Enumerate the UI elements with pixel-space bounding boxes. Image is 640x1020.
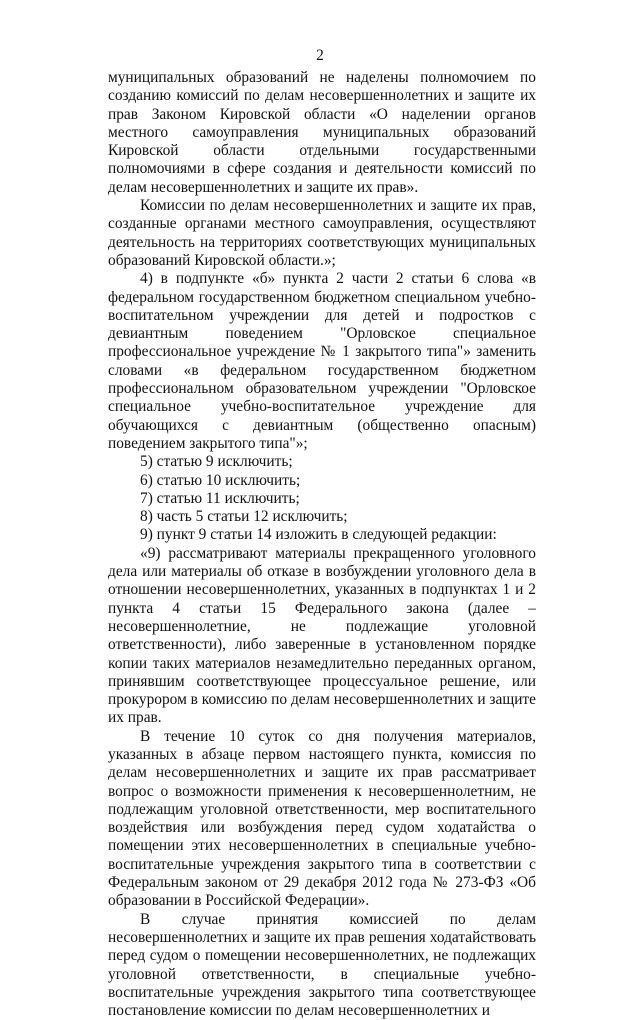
paragraph: 9) пункт 9 статьи 14 изложить в следующей редакции:: [140, 526, 497, 544]
paragraph: 5) статью 9 исключить;: [140, 453, 293, 471]
paragraph: 4) в подпункте «б» пункта 2 части 2 статьи 6 слова «в федеральном государственном бюджетном специальном учебно-воспитательном учреждении для детей и подростков с девиантным поведением "Орловское специальное профессиональное учреждение № 1 закрытого типа"» заменить словами «в федеральном государственном бюджетном профессиональном образовательном учреждении "Орловское специальное учебно-воспитательное учреждение для обучающихся с девиантным (общественно опасным) поведением закрытого типа"»;: [108, 270, 536, 452]
paragraph: В случае принятия комиссией по делам несовершеннолетних и защите их прав решения ходатайствовать перед судом о помещении несовершеннолетних, не подлежащих уголовной ответственности, в специальные учебно-воспитательные учреждения закрытого типа соответствующее постановление комиссии по делам несовершеннолетних и: [108, 910, 536, 1020]
paragraph: 7) статью 11 исключить;: [140, 489, 300, 507]
paragraph: Комиссии по делам несовершеннолетних и защите их прав, созданные органами местного самоуправления, осуществляют деятельность на территориях соответствующих муниципальных образований Кировской области.»;: [108, 197, 536, 269]
paragraph: муниципальных образований не наделены полномочием по созданию комиссий по делам несовершеннолетних и защите их прав Законом Кировской области «О наделении органов местного самоуправления муниципальных образований Кировской области отдельными государственными полномочиями в сфере создания и деятельности комиссий по делам несовершеннолетних и защите их прав».: [108, 69, 536, 196]
paragraph: «9) рассматривают материалы прекращенного уголовного дела или материалы об отказе в возбуждении уголовного дела в отношении несовершеннолетних, указанных в подпунктах 1 и 2 пункта 4 статьи 15 Федерального закона (далее – несовершеннолетние, не подлежащие уголовной ответственности), либо заверенные в установленном порядке копии таких материалов незамедлительно переданных органом, принявшим соответствующее процессуальное решение, или прокурором в комиссию по делам несовершеннолетних и защите их прав.: [108, 544, 536, 727]
document-body: [108, 69, 536, 1020]
paragraph: 6) статью 10 исключить;: [140, 471, 301, 489]
paragraph: В течение 10 суток со дня получения материалов, указанных в абзаце первом настоящего пункта, комиссия по делам несовершеннолетних и защите их прав рассматривает вопрос о возможности применения к несовершеннолетним, не подлежащим уголовной ответственности, мер воспитательного воздействия или возбуждения перед судом ходатайства о помещении этих несовершеннолетних в специальные учебно-воспитательные учреждения закрытого типа в соответствии с Федеральным законом от 29 декабря 2012 года № 273-ФЗ «Об образовании в Российской Федерации».: [108, 727, 536, 910]
page-number: 2: [316, 47, 324, 64]
paragraph: 8) часть 5 статьи 12 исключить;: [140, 508, 348, 526]
